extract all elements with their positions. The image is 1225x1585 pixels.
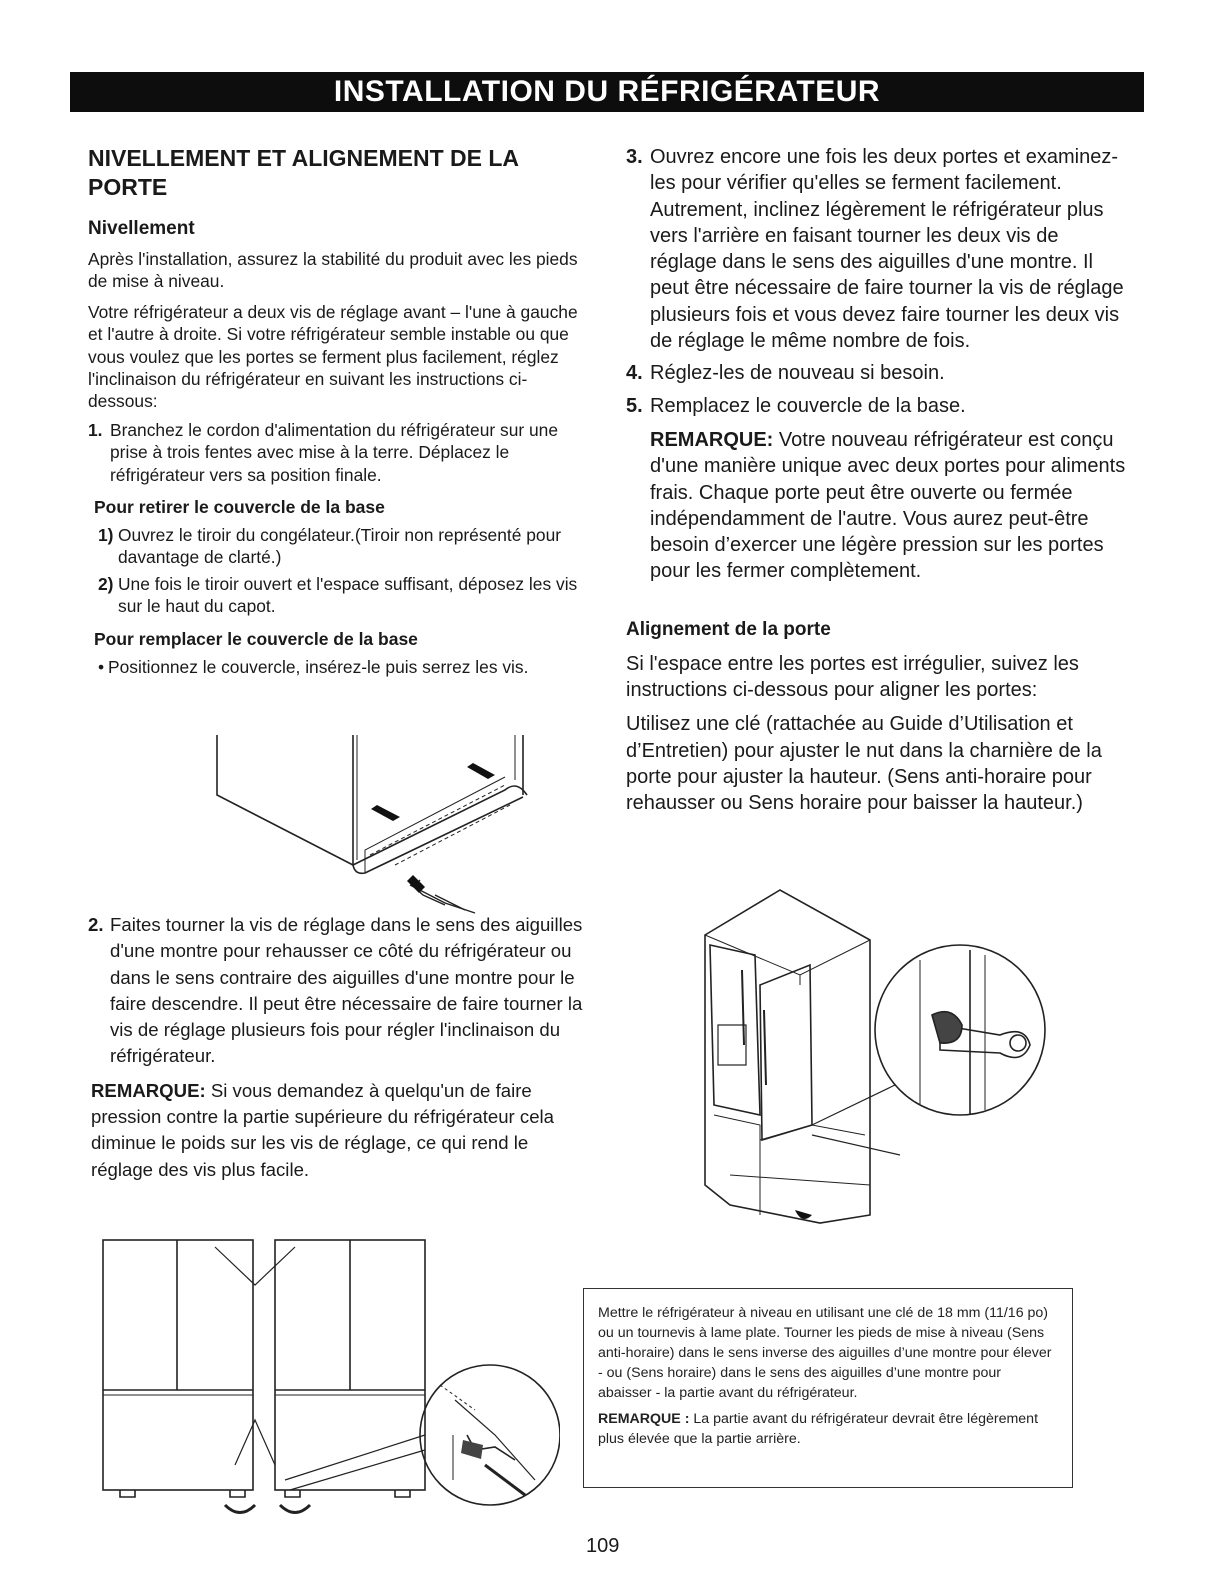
page-header-banner [70, 72, 1144, 112]
caption-box [583, 1288, 1073, 1488]
step-1-number: 1. [88, 419, 103, 440]
left-column [88, 144, 588, 678]
step-2-text: Faites tourner la vis de réglage dans le sens des aiguilles d'une montre pour rehausser ce côté du réfrigérateur ou dans le sens contraire des aiguilles d'une montre pour le faire descendre. Il peut être nécessaire de faire tourner la vis de réglage plusieurs fois pour régler l'inclinaison du réfrigérateur. [110, 914, 583, 1067]
door-alignment-title: Alignement de la porte [626, 618, 831, 640]
base-cover-illustration [205, 735, 535, 915]
step-3-text: Ouvrez encore une fois les deux portes et examinez-les pour vérifier qu'elles se ferment facilement. Autrement, inclinez légèrement le réfrigérateur plus vers l'arrière en faisant tourner les deux vis de réglage dans le sens des aiguilles d'une montre. Il peut être nécessaire de faire tourner la vis de réglage plusieurs fois et vous devez faire tourner les deux vis de réglage le même nombre de fois. [650, 146, 1124, 353]
replace-cover-title: Pour remplacer le couvercle de la base [94, 628, 418, 649]
step-5-text: Remplacez le couvercle de la base. [650, 394, 966, 417]
replace-bullet: • [98, 656, 105, 677]
step-4-number: 4. [626, 362, 643, 385]
remove-step-1-number: 1) [98, 525, 114, 546]
caption-note-label: REMARQUE : [598, 1411, 690, 1427]
remove-cover-title: Pour retirer le couvercle de la base [94, 497, 385, 518]
right-note [650, 427, 1126, 585]
right-note-label: REMARQUE: [650, 428, 774, 451]
step-3-number: 3. [626, 146, 643, 168]
remove-step-2-number: 2) [98, 573, 114, 594]
replace-item [98, 656, 588, 678]
remove-step-1 [98, 524, 588, 569]
step-3 [626, 144, 1126, 354]
step-1-text: Branchez le cordon d'alimentation du réfrigérateur sur une prise à trois fentes avec mise à la terre. Déplacez le réfrigérateur vers sa position finale. [110, 419, 559, 485]
door-alignment-para2: Utilisez une clé (rattachée au Guide d’Utilisation et d’Entretien) pour ajuster le nut dans la charnière de la porte pour ajuster la hauteur. (Sens anti-horaire pour rehausser ou Sens horaire pour baisser la hauteur.) [626, 713, 1102, 815]
leveling-feet-illustration [95, 1235, 560, 1535]
step-5-number: 5. [626, 394, 643, 417]
step-4 [626, 360, 1126, 386]
door-alignment-para1: Si l'espace entre les portes est irrégulier, suivez les instructions ci-dessous pour aligner les portes: [626, 652, 1079, 702]
step-2 [88, 912, 593, 1070]
remove-step-2-text: Une fois le tiroir ouvert et l'espace suffisant, déposez les vis sur le haut du capot. [118, 573, 578, 617]
caption-note-text: La partie avant du réfrigérateur devrait être légèrement plus élevée que la partie arrière. [598, 1411, 1039, 1447]
paragraph-adjust-screws: Votre réfrigérateur a deux vis de réglage avant – l'une à gauche et l'autre à droite. Si votre réfrigérateur semble instable ou que vous voulez que les portes se ferment plus facilement, réglez l'inclinaison du réfrigérateur en suivant les instructions ci-dessous: [88, 301, 578, 412]
caption-note [598, 1409, 1058, 1449]
page-number: 109 [586, 1535, 620, 1557]
step-5 [626, 393, 1126, 419]
left-note-label: REMARQUE: [91, 1079, 206, 1101]
paragraph-stability: Après l'installation, assurez la stabilité du produit avec les pieds de mise à niveau. [88, 249, 578, 292]
right-column [626, 144, 1126, 817]
left-lower-column [88, 912, 593, 1183]
subsection-title-nivellement: Nivellement [88, 218, 195, 239]
replace-text: Positionnez le couvercle, insérez-le puis serrez les vis. [108, 656, 529, 677]
caption-text: Mettre le réfrigérateur à niveau en utilisant une clé de 18 mm (11/16 po) ou un tournevis à lame plate. Tourner les pieds de mise à niveau (Sens anti-horaire) dans le sens inverse des aiguilles d’une montre pour élever - ou (Sens horaire) dans le sens des aiguilles d’une montre pour abaisser - la partie avant du réfrigérateur. [598, 1305, 1052, 1401]
remove-step-2 [98, 573, 588, 618]
left-note-text: Si vous demandez à quelqu'un de faire pression contre la partie supérieure du réfrigérateur cela diminue le poids sur les vis de réglage, ce qui rend le réglage des vis plus facile. [91, 1079, 555, 1180]
page-header-title: INSTALLATION DU RÉFRIGÉRATEUR [333, 75, 881, 108]
door-hinge-illustration [700, 885, 1050, 1230]
step-2-number: 2. [88, 914, 104, 935]
step-4-text: Réglez-les de nouveau si besoin. [650, 362, 945, 385]
right-note-text: Votre nouveau réfrigérateur est conçu d'une manière unique avec deux portes pour aliments frais. Chaque porte peut être ouverte ou fermée indépendamment de l'autre. Vous aurez peut-être besoin d’exercer une légère pression sur les portes pour les fermer complètement. [650, 428, 1126, 583]
left-note [91, 1078, 593, 1183]
remove-step-1-text: Ouvrez le tiroir du congélateur.(Tiroir non représenté pour davantage de clarté.) [118, 525, 562, 568]
section-title: NIVELLEMENT ET ALIGNEMENT DE LA PORTE [88, 145, 519, 200]
step-1 [88, 419, 588, 486]
